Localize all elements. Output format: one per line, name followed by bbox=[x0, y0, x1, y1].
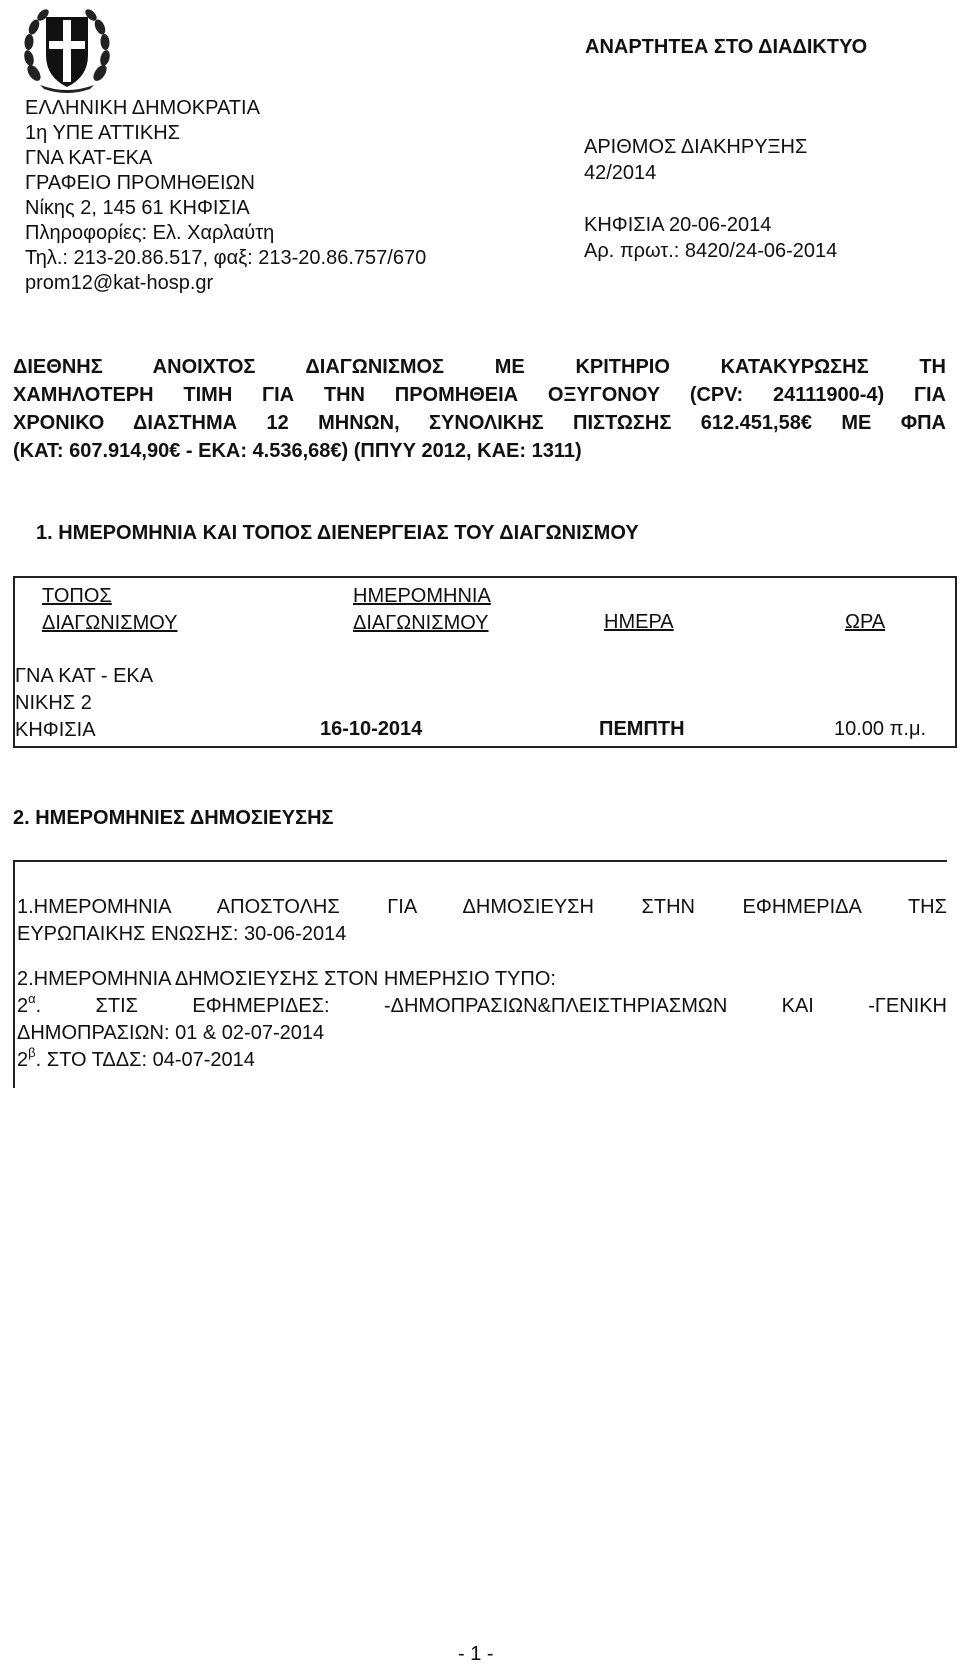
protocol-number: Αρ. πρωτ.: 8420/24-06-2014 bbox=[584, 240, 838, 262]
venue-time: 10.00 π.μ. bbox=[834, 718, 927, 740]
issuer-address-block bbox=[25, 96, 426, 296]
issuer-line: ΕΛΛΗΝΙΚΗ ΔΗΜΟΚΡΑΤΙΑ bbox=[25, 97, 260, 119]
declaration-number: 42/2014 bbox=[584, 162, 657, 184]
press-publication-line: 2.ΗΜΕΡΟΜΗΝΙΑ ΔΗΜΟΣΙΕΥΣΗΣ ΣΤΟΝ ΗΜΕΡΗΣΙΟ ΤΥΠΟ: bbox=[17, 968, 556, 990]
declaration-label: ΑΡΙΘΜΟΣ ΔΙΑΚΗΡΥΞΗΣ bbox=[584, 136, 808, 158]
press-item-b: $2^\beta$. ΣΤΟ ΤΔΔΣ: 04-07-2014 bbox=[17, 1045, 255, 1071]
section-heading-publication: 2. ΗΜΕΡΟΜΗΝΙΕΣ ΔΗΜΟΣΙΕΥΣΗΣ bbox=[13, 807, 334, 829]
issuer-line: Πληροφορίες: Ελ. Χαρλαύτη bbox=[25, 222, 275, 244]
venue-day: ΠΕΜΠΤΗ bbox=[599, 718, 685, 740]
column-header-place: ΤΟΠΟΣ ΔΙΑΓΩΝΙΣΜΟΥ bbox=[42, 585, 178, 634]
city-date: ΚΗΦΙΣΙΑ 20-06-2014 bbox=[584, 214, 772, 236]
page-number: - 1 - bbox=[458, 1643, 494, 1665]
publication-dates-box bbox=[13, 860, 947, 1088]
issuer-line: Τηλ.: 213-20.86.517, φαξ: 213-20.86.757/670 bbox=[25, 247, 427, 269]
issuer-line: ΓΡΑΦΕΙΟ ΠΡΟΜΗΘΕΙΩΝ bbox=[25, 172, 255, 194]
eu-publication-line: 1.ΗΜΕΡΟΜΗΝΙΑ ΑΠΟΣΤΟΛΗΣ ΓΙΑ ΔΗΜΟΣΙΕΥΣΗ ΣΤΗΝ ΕΦΗΜΕΡΙΔΑ ΤΗΣ bbox=[17, 896, 947, 918]
press-item-a-continued: ΔΗΜΟΠΡΑΣΙΩΝ: 01 & 02-07-2014 bbox=[17, 1022, 325, 1044]
column-header-day: ΗΜΕΡΑ bbox=[604, 611, 674, 633]
title-line: (ΚΑΤ: 607.914,90€ - ΕΚΑ: 4.536,68€) (ΠΠΥΥ 2012, ΚΑΕ: 1311) bbox=[13, 440, 582, 462]
section-heading-date-place: 1. ΗΜΕΡΟΜΗΝΙΑ ΚΑΙ ΤΟΠΟΣ ΔΙΕΝΕΡΓΕΙΑΣ ΤΟΥ ΔΙΑΓΩΝΙΣΜΟΥ bbox=[36, 522, 639, 544]
title-line: ΧΡΟΝΙΚΟ ΔΙΑΣΤΗΜΑ 12 ΜΗΝΩΝ, ΣΥΝΟΛΙΚΗΣ ΠΙΣΤΩΣΗΣ 612.451,58€ ΜΕ ΦΠΑ bbox=[13, 412, 946, 434]
column-header-date: ΗΜΕΡΟΜΗΝΙΑ ΔΙΑΓΩΝΙΣΜΟΥ bbox=[353, 585, 491, 634]
publication-dates-content bbox=[17, 894, 947, 1074]
issuer-line: ΓΝΑ ΚΑΤ-ΕΚΑ bbox=[25, 147, 153, 169]
column-header-time: ΩΡΑ bbox=[845, 611, 886, 633]
eu-publication-date: ΕΥΡΩΠΑΙΚΗΣ ΕΝΩΣΗΣ: 30-06-2014 bbox=[17, 923, 347, 945]
venue-place: ΓΝΑ ΚΑΤ - ΕΚΑ ΝΙΚΗΣ 2 ΚΗΦΙΣΙΑ bbox=[15, 665, 154, 741]
post-notice: ΑΝΑΡΤΗΤΕΑ ΣΤΟ ΔΙΑΔΙΚΤΥΟ bbox=[585, 36, 868, 58]
issuer-line: 1η ΥΠΕ ΑΤΤΙΚΗΣ bbox=[25, 122, 181, 144]
title-line: ΧΑΜΗΛΟΤΕΡΗ ΤΙΜΗ ΓΙΑ ΤΗΝ ΠΡΟΜΗΘΕΙΑ ΟΞΥΓΟΝΟΥ (CPV: 24111900-4) ΓΙΑ bbox=[13, 384, 946, 406]
issuer-line: Νίκης 2, 145 61 ΚΗΦΙΣΙΑ bbox=[25, 197, 250, 219]
tender-title bbox=[13, 353, 946, 465]
issuer-email: prom12@kat-hosp.gr bbox=[25, 272, 214, 294]
greek-coat-of-arms-icon bbox=[20, 3, 114, 95]
title-line: ΔΙΕΘΝΗΣ ΑΝΟΙΧΤΟΣ ΔΙΑΓΩΝΙΣΜΟΣ ΜΕ ΚΡΙΤΗΡΙΟ ΚΑΤΑΚΥΡΩΣΗΣ ΤΗ bbox=[13, 356, 946, 378]
venue-date: 16-10-2014 bbox=[320, 718, 423, 740]
venue-table bbox=[13, 576, 957, 748]
press-item-a: $2^\alpha$. ΣΤΙΣ ΕΦΗΜΕΡΙΔΕΣ: -ΔΗΜΟΠΡΑΣΙΩΝ&ΠΛΕΙΣΤΗΡΙΑΣΜΩΝ ΚΑΙ -ΓΕΝΙΚΗ bbox=[17, 991, 947, 1017]
